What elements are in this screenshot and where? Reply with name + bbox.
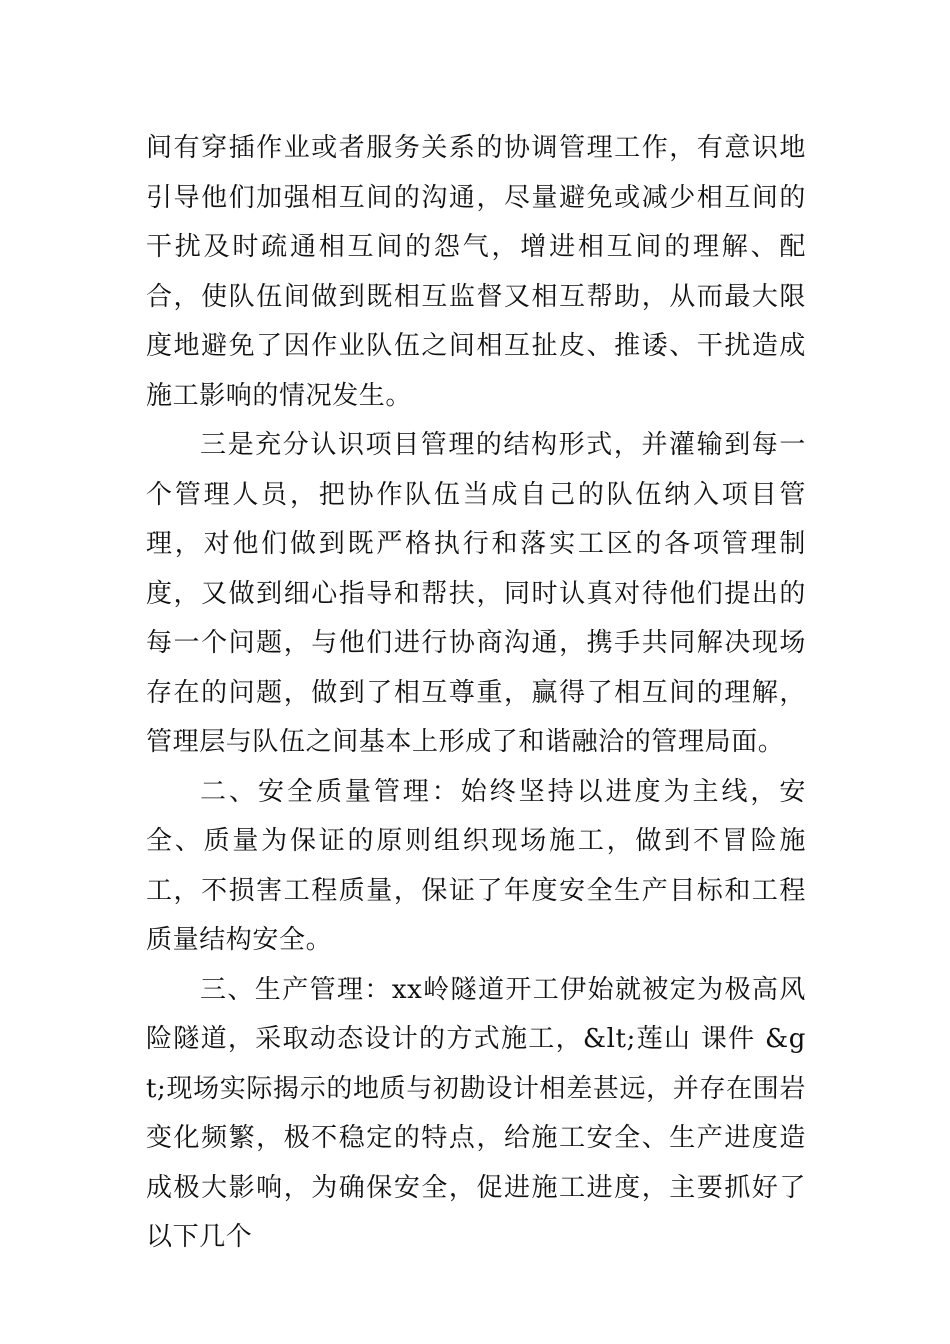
paragraph-point-three: 三是充分认识项目管理的结构形式，并灌输到每一个管理人员，把协作队伍当成自己的队伍纳入项目管理，对他们做到既严格执行和落实工区的各项管理制度，又做到细心指导和帮扶，同时认真对待他们提出的每一个问题，与他们进行协商沟通，携手共同解决现场存在的问题，做到了相互尊重，赢得了相互间的理解，管理层与队伍之间基本上形成了和谐融洽的管理局面。 <box>146 430 806 757</box>
paragraph-continuation: 间有穿插作业或者服务关系的协调管理工作，有意识地引导他们加强相互间的沟通，尽量避免或减少相互间的干扰及时疏通相互间的怨气，增进相互间的理解、配合，使队伍间做到既相互监督又相互帮助，从而最大限度地避免了因作业队伍之间相互扯皮、推诿、干扰造成施工影响的情况发生。 <box>146 133 806 411</box>
paragraph-production: 三、生产管理：xx岭隧道开工伊始就被定为极高风险隧道，采取动态设计的方式施工，&lt;莲山 课件 &gt;现场实际揭示的地质与初勘设计相差甚远，并存在围岩变化频繁，极不稳定的特点，给施工安全、生产进度造成极大影响，为确保安全，促进施工进度，主要抓好了以下几个 <box>146 974 806 1252</box>
paragraph-safety-quality: 二、安全质量管理：始终坚持以进度为主线，安全、质量为保证的原则组织现场施工，做到不冒险施工，不损害工程质量，保证了年度安全生产目标和工程质量结构安全。 <box>146 776 806 955</box>
document-body <box>146 124 806 1263</box>
